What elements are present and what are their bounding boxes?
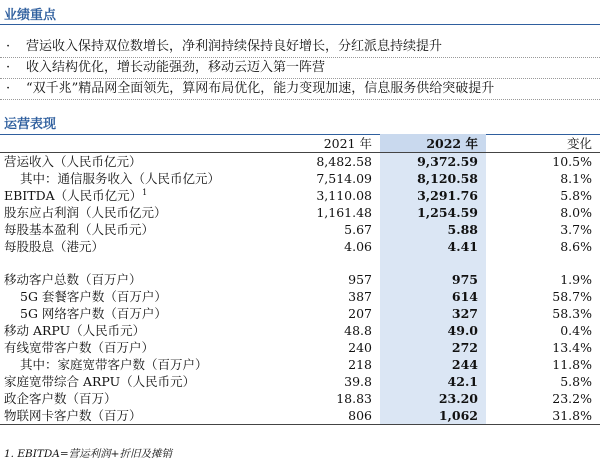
col-header-2021: 2021 年: [262, 134, 380, 153]
bullet-icon: ·: [6, 60, 11, 75]
value-2022: 327: [380, 305, 486, 322]
value-2021: 1,161.48: [316, 205, 372, 220]
row-label: 移动客户总数（百万户）: [4, 272, 142, 287]
value-change: 8.6%: [560, 239, 592, 254]
value-2022: 9,372.59: [380, 153, 486, 171]
spacer-cell: [380, 255, 486, 271]
table-row: [0, 153, 600, 171]
value-2022: 272: [380, 339, 486, 356]
value-2022: 1,062: [380, 407, 486, 425]
value-2021: 387: [348, 289, 372, 304]
table-row: [0, 288, 600, 305]
table-row: [0, 221, 600, 238]
bullet-text: 收入结构优化，增长动能强劲，移动云迈入第一阵营: [26, 60, 326, 75]
bullet-icon: ·: [6, 39, 11, 54]
table-row: [0, 238, 600, 255]
footnote: 1. EBITDA=营运利润+折旧及摊销: [4, 448, 172, 460]
table-row: [0, 305, 600, 322]
row-label-cell: [0, 187, 262, 204]
highlights-list: [0, 37, 600, 100]
operations-section-header: [0, 113, 600, 135]
row-label: 每股基本盈利（人民币元）: [4, 222, 155, 237]
spacer-cell: [0, 255, 262, 271]
col-header-2022: 2022 年: [380, 134, 486, 153]
bullet-text: 营运收入保持双位数增长，净利润持续保持良好增长，分红派息持续提升: [26, 39, 443, 54]
value-2022: 4.41: [380, 238, 486, 255]
row-label: 物联网卡客户数（百万）: [0, 407, 262, 425]
value-2021: 240: [348, 340, 372, 355]
value-2021: 218: [348, 357, 372, 372]
col-header-change: 变化: [486, 134, 600, 153]
bullet-text: “双千兆”精品网全面领先，算网布局优化，能力变现加速，信息服务供给突破提升: [26, 81, 495, 96]
value-change: 58.7%: [552, 289, 592, 304]
value-2021: 48.8: [344, 323, 372, 338]
table-row: [0, 170, 600, 187]
value-2021: 7,514.09: [316, 171, 372, 186]
value-change: 0.4%: [560, 323, 592, 338]
table-row: [0, 373, 600, 390]
row-label: 营运收入（人民币亿元）: [4, 154, 142, 169]
value-2021: 39.8: [344, 374, 372, 389]
value-2022: 8,120.58: [380, 170, 486, 187]
row-label: 5G 套餐客户数（百万户）: [20, 289, 167, 304]
value-change: 5.8%: [560, 374, 592, 389]
value-2022: 614: [380, 288, 486, 305]
row-label: EBITDA（人民币亿元）: [4, 188, 143, 203]
table-header-blank: [0, 134, 262, 153]
table-row: [0, 339, 600, 356]
value-change: 3.7%: [560, 222, 592, 237]
highlights-title: 业绩重点: [4, 8, 57, 23]
operations-table: [0, 134, 600, 425]
value-change: 10.5%: [552, 154, 592, 169]
value-2022: 1,254.59: [380, 204, 486, 221]
spacer-cell: [262, 255, 380, 271]
row-label: 5G 网络客户数（百万户）: [20, 306, 167, 321]
value-2021: 4.06: [344, 239, 372, 254]
value-change: 13.4%: [552, 340, 592, 355]
value-2022: 42.1: [380, 373, 486, 390]
row-label: 有线宽带客户数（百万户）: [4, 340, 155, 355]
value-change: 8.1%: [560, 171, 592, 186]
row-label: 政企客户数（百万）: [4, 391, 117, 406]
value-2021: 8,482.58: [316, 154, 372, 169]
value-2021: 3,110.08: [316, 188, 372, 203]
value-2022: 975: [380, 271, 486, 288]
value-change: 58.3%: [552, 306, 592, 321]
list-item: [0, 37, 600, 58]
value-2022: 5.88: [380, 221, 486, 238]
list-item: [0, 79, 600, 100]
highlights-section-header: [0, 4, 600, 25]
row-label: 股东应占利润（人民币亿元）: [4, 205, 167, 220]
footnote-marker: 1: [142, 187, 148, 197]
value-2022: 244: [380, 356, 486, 373]
table-row: [0, 356, 600, 373]
table-row: [0, 271, 600, 288]
value-change: 8.0%: [560, 205, 592, 220]
table-header-row: [0, 134, 600, 153]
value-2022: 23.20: [380, 390, 486, 407]
table-row: [0, 187, 600, 204]
spacer-cell: [486, 255, 600, 271]
value-change: 1.9%: [560, 272, 592, 287]
value-2022: 3,291.76: [380, 187, 486, 204]
row-label: 其中：家庭宽带客户数（百万户）: [20, 357, 208, 372]
bullet-icon: ·: [6, 81, 11, 96]
table-row: [0, 390, 600, 407]
table-row: [0, 407, 600, 425]
row-label: 其中：通信服务收入（人民币亿元）: [20, 171, 221, 186]
value-2022: 49.0: [380, 322, 486, 339]
value-2021: 18.83: [336, 391, 372, 406]
list-item: [0, 58, 600, 79]
row-label: 家庭宽带综合 ARPU（人民币元）: [4, 374, 196, 389]
row-label: 每股股息（港元）: [4, 239, 105, 254]
operations-title: 运营表现: [4, 117, 57, 132]
value-2021: 806: [262, 407, 380, 425]
value-change: 5.8%: [560, 188, 592, 203]
row-label: 移动 ARPU（人民币元）: [4, 323, 146, 338]
table-row: [0, 204, 600, 221]
value-change: 23.2%: [552, 391, 592, 406]
value-change: 11.8%: [552, 357, 592, 372]
value-2021: 957: [348, 272, 372, 287]
value-2021: 5.67: [344, 222, 372, 237]
value-2021: 207: [348, 306, 372, 321]
value-change: 31.8%: [486, 407, 600, 425]
table-spacer-row: [0, 255, 600, 271]
table-row: [0, 322, 600, 339]
